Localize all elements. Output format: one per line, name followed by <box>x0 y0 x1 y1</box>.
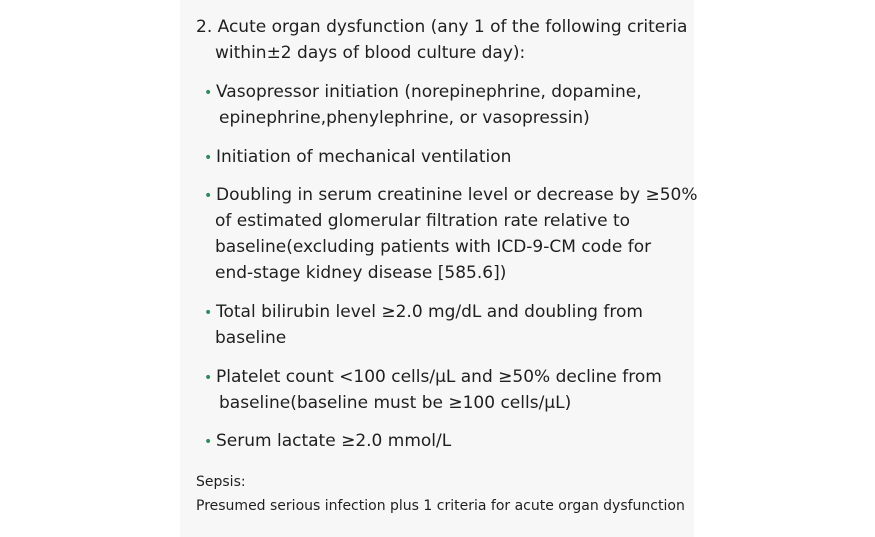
heading-line-2: within±2 days of blood culture day): <box>215 43 526 63</box>
criterion-line: epinephrine,phenylephrine, or vasopressin) <box>219 108 590 128</box>
criterion-line: Doubling in serum creatinine level or decrease by ≥50% <box>216 185 698 205</box>
criterion-platelet <box>204 364 688 416</box>
criterion-bilirubin <box>204 299 688 351</box>
criterion-line: Total bilirubin level ≥2.0 mg/dL and doubling from <box>216 302 643 322</box>
criterion-line: end-stage kidney disease [585.6]) <box>215 263 507 283</box>
criterion-line: baseline(excluding patients with ICD-9-CM code for <box>215 237 652 257</box>
bullet-icon: • <box>204 370 213 386</box>
bullet-icon: • <box>204 305 213 321</box>
criterion-ventilation <box>204 144 688 170</box>
criterion-lactate <box>204 428 688 454</box>
bullet-icon: • <box>204 150 213 166</box>
criterion-line: Initiation of mechanical ventilation <box>216 147 512 167</box>
section-heading <box>196 14 686 66</box>
criterion-line: baseline(baseline must be ≥100 cells/μL) <box>219 393 572 413</box>
sepsis-definition: Presumed serious infection plus 1 criteria for acute organ dysfunction <box>196 498 685 514</box>
sepsis-label: Sepsis: <box>196 474 246 490</box>
bullet-icon: • <box>204 188 213 204</box>
criterion-line: baseline <box>215 328 287 348</box>
criterion-creatinine <box>204 182 698 286</box>
criterion-line: Platelet count <100 cells/μL and ≥50% decline from <box>216 367 662 387</box>
bullet-icon: • <box>204 434 213 450</box>
heading-line-1: 2. Acute organ dysfunction (any 1 of the following criteria <box>196 17 688 37</box>
criterion-line: of estimated glomerular filtration rate relative to <box>215 211 631 231</box>
criterion-line: Serum lactate ≥2.0 mmol/L <box>216 431 452 451</box>
criterion-line: Vasopressor initiation (norepinephrine, dopamine, <box>216 82 642 102</box>
bullet-icon: • <box>204 85 213 101</box>
criterion-vasopressor <box>204 79 688 131</box>
